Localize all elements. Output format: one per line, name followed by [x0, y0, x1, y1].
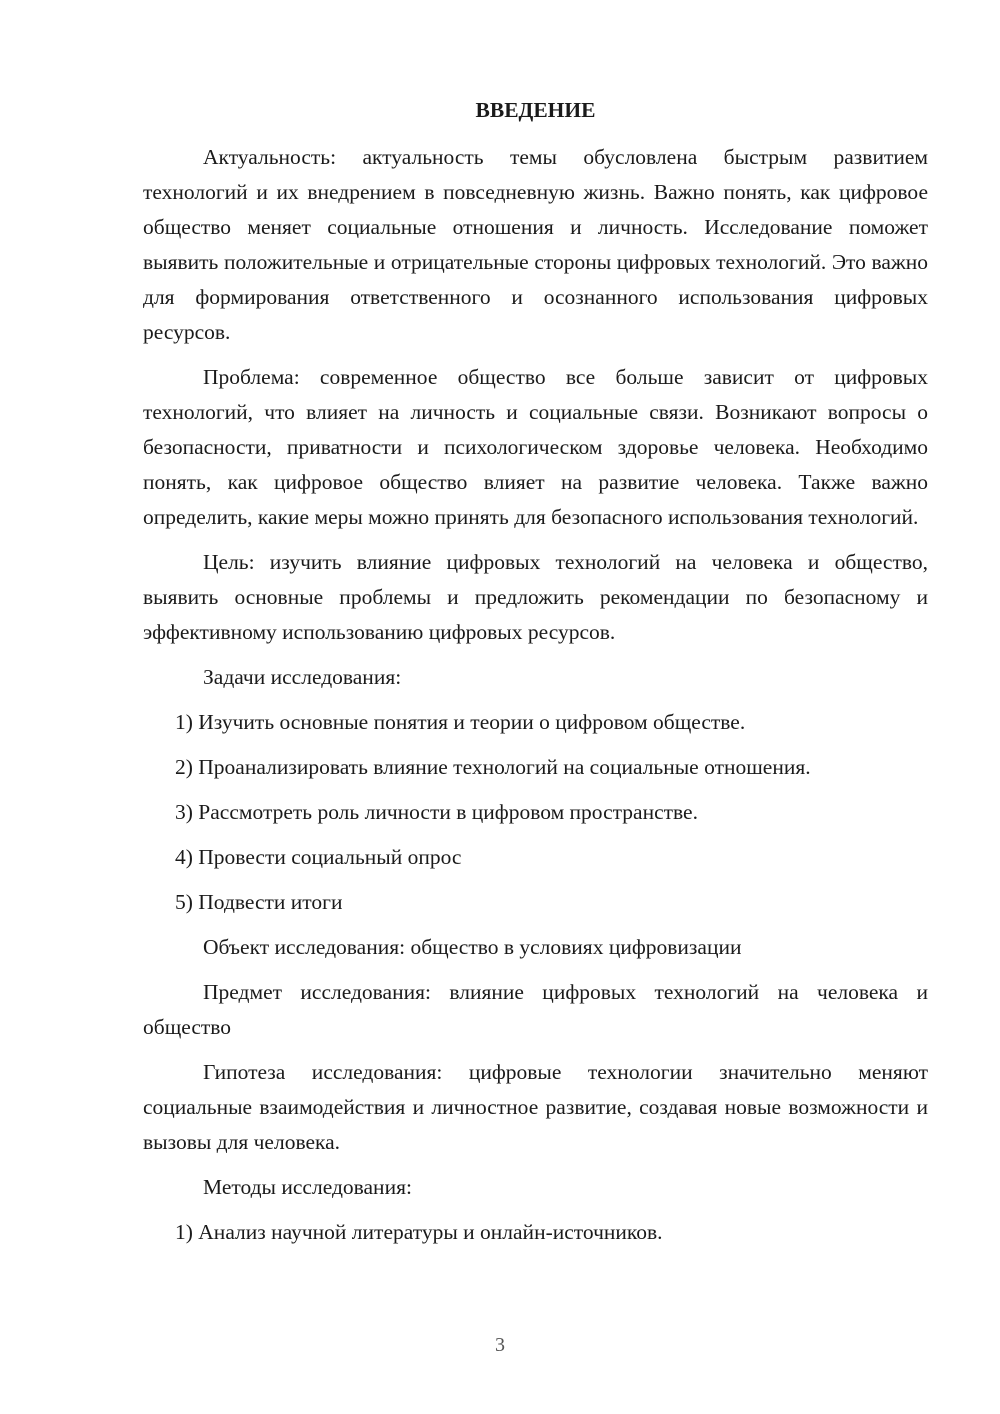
problem-paragraph: Проблема: современное общество все больше зависит от цифровых технологий, что влияет на личность и социальные связи. Возникают вопросы о безопасности, приватности и психологическом здоровье человека. Необходимо понять, как цифровое общество влияет на развитие человека. Также важно определить, какие меры можно принять для безопасного использования технологий.	[143, 365, 928, 529]
task-item-1: 1) Изучить основные понятия и теории о цифровом обществе.	[175, 710, 746, 734]
task-item-5: 5) Подвести итоги	[175, 890, 343, 914]
hypothesis-paragraph: Гипотеза исследования: цифровые технологии значительно меняют социальные взаимодействия и личностное развитие, создавая новые возможности и вызовы для человека.	[143, 1060, 928, 1154]
methods-title: Методы исследования:	[203, 1175, 412, 1199]
section-heading: ВВЕДЕНИЕ	[475, 98, 596, 122]
task-item-4: 4) Провести социальный опрос	[175, 845, 462, 869]
task-item-2: 2) Проанализировать влияние технологий на социальные отношения.	[175, 755, 811, 779]
object-paragraph: Объект исследования: общество в условиях цифровизации	[203, 935, 742, 959]
relevance-paragraph: Актуальность: актуальность темы обусловлена быстрым развитием технологий и их внедрением в повседневную жизнь. Важно понять, как цифровое общество меняет социальные отношения и личность. Исследование поможет выявить положительные и отрицательные стороны цифровых технологий. Это важно для формирования ответственного и осознанного использования цифровых ресурсов.	[143, 145, 928, 344]
goal-paragraph: Цель: изучить влияние цифровых технологий на человека и общество, выявить основные проблемы и предложить рекомендации по безопасному и эффективному использованию цифровых ресурсов.	[143, 550, 928, 644]
tasks-title: Задачи исследования:	[203, 665, 402, 689]
subject-paragraph: Предмет исследования: влияние цифровых технологий на человека и общество	[143, 980, 928, 1039]
page-number: 3	[495, 1334, 505, 1356]
method-item-1: 1) Анализ научной литературы и онлайн-источников.	[175, 1220, 663, 1244]
task-item-3: 3) Рассмотреть роль личности в цифровом пространстве.	[175, 800, 698, 824]
document-page	[143, 92, 928, 1260]
